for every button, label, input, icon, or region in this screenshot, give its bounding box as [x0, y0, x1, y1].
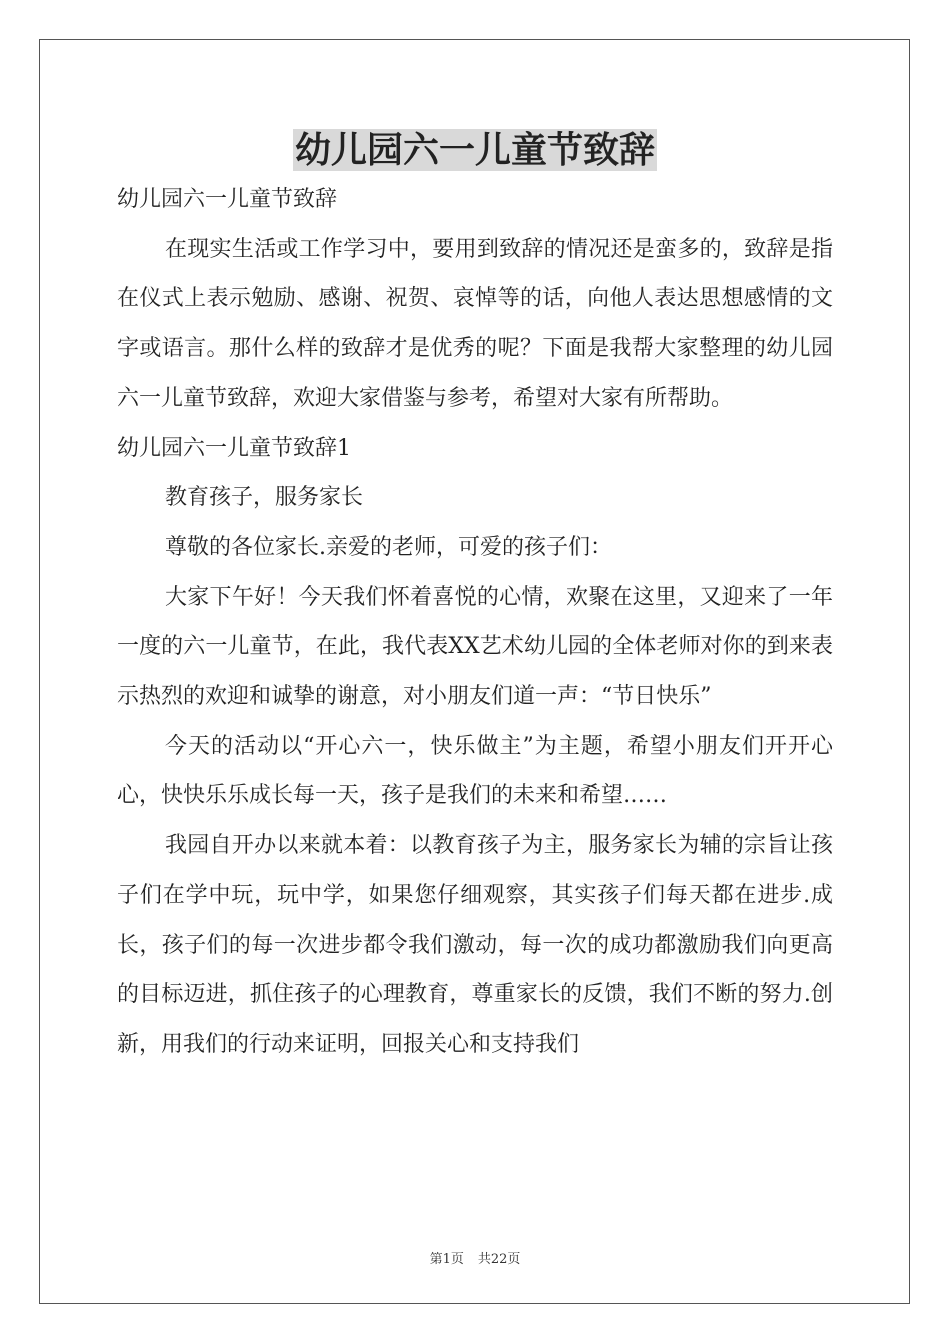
document-title: [0, 126, 950, 174]
paragraph-motto: 教育孩子，服务家长: [165, 485, 364, 511]
paragraph-greeting: 大家下午好！今天我们怀着喜悦的心情，欢聚在这里，又迎来了一年一度的六一儿童节，在此，我代表XX艺术幼儿园的全体老师对你的到来表示热烈的欢迎和诚挚的谢意，对小朋友们道一声：“节日快乐”: [117, 584, 833, 710]
paragraph-salutation: 尊敬的各位家长.亲爱的老师，可爱的孩子们：: [165, 534, 612, 560]
page-number: 第1页: [429, 1252, 464, 1267]
paragraph-mission: 我园自开办以来就本着：以教育孩子为主，服务家长为辅的宗旨让孩子们在学中玩，玩中学，如果您仔细观察，其实孩子们每天都在进步.成长，孩子们的每一次进步都令我们激动，每一次的成功都激励我们向更高的目标迈进，抓住孩子的心理教育，尊重家长的反馈，我们不断的努力.创新，用我们的行动来证明，回报关心和支持我们: [117, 833, 833, 1057]
document-title-text: 幼儿园六一儿童节致辞: [294, 129, 655, 171]
paragraph-subtitle: 幼儿园六一儿童节致辞: [117, 187, 338, 212]
section-heading: 幼儿园六一儿童节致辞1: [117, 435, 351, 461]
paragraph-theme: 今天的活动以“开心六一，快乐做主”为主题，希望小朋友们开开心心，快快乐乐成长每一天，孩子是我们的未来和希望……: [117, 733, 833, 809]
document-body: [117, 175, 833, 1070]
page-total: 共22页: [477, 1252, 521, 1267]
paragraph-intro: 在现实生活或工作学习中，要用到致辞的情况还是蛮多的，致辞是指在仪式上表示勉励、感谢、祝贺、哀悼等的话，向他人表达思想感情的文字或语言。那什么样的致辞才是优秀的呢？下面是我帮大家整理的幼儿园六一儿童节致辞，欢迎大家借鉴与参考，希望对大家有所帮助。: [117, 236, 833, 411]
page-footer: [0, 1248, 950, 1267]
